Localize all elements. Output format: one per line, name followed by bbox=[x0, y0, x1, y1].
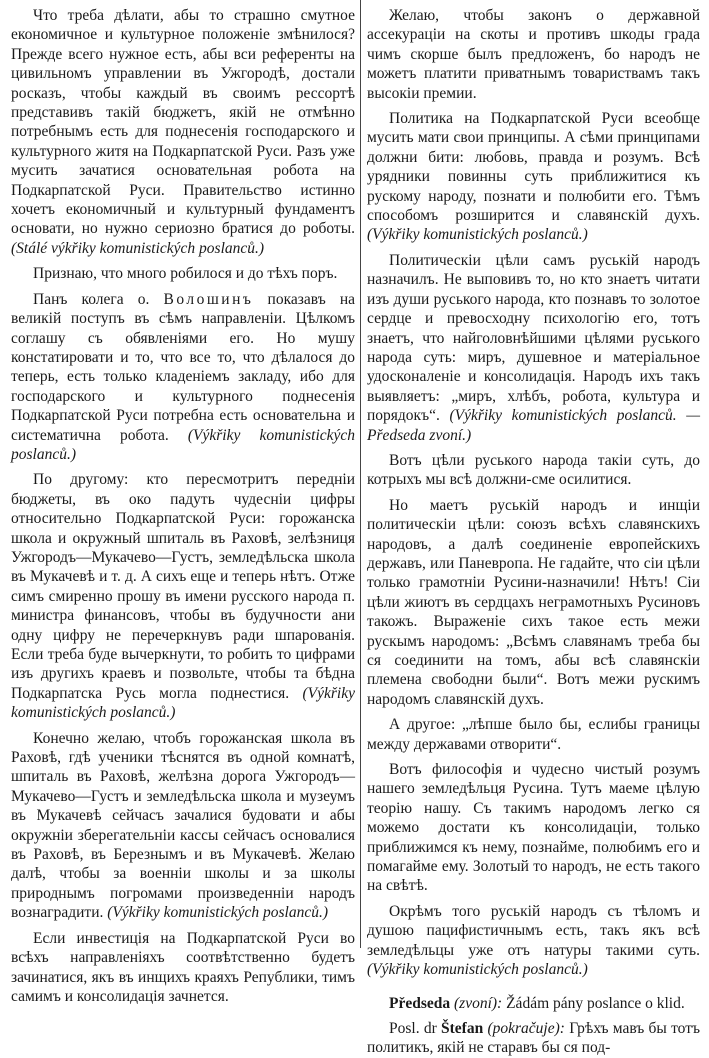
interjection-note: (Výkřiky komunistických poslanců.) bbox=[367, 226, 588, 244]
paragraph-text: Вотъ философія и чудесно чистый розумъ нашего земледѣльця Русина. Тутъ маеме цѣлую теорію нашу. Съ такимъ народомъ легко ся можемо достати къ консолидаціи, только приближимся къ нему, познайме, полюбимъ его и помагайме ему. Золотый то народъ, не есть такого на свѣтѣ. bbox=[367, 761, 700, 895]
paragraph bbox=[367, 451, 700, 490]
paragraph-text: А другое: „лѣпше было бы, еслибы границы между державами отворити“. bbox=[367, 716, 700, 753]
speaker-paragraph bbox=[367, 994, 700, 1013]
paragraph-text: Желаю, чтобы законъ о державной ассекураціи на скоты и противъ шкоды града чимъ скорше былъ предложенъ, бо народъ не можетъ платити приватнымъ товариствамъ такъ высокіи премии. bbox=[367, 7, 700, 102]
interjection-note: (Výkřiky komunistických poslanců.) bbox=[11, 426, 356, 463]
paragraph bbox=[11, 6, 355, 258]
speaker-name: Štefan bbox=[441, 1019, 484, 1037]
paragraph bbox=[367, 496, 700, 709]
paragraph-text: По другому: кто пересмотритъ передніи бюджеты, въ око падуть чудесніи цифры относительно Подкарпатской Руси: горожанска школа и окружный шпиталь въ Раховѣ, зелѣзниця Ужгородъ—Мукачево—Густъ, земледѣльска школа въ Мукачевѣ и т. д. А сихъ еще и теперь нѣтъ. Отже симъ смиренно прошу въ имени русского народа п. министра финансовъ, чтобы въ будучности ани одну цифру не перечеркнувъ ради шпарованія. Если треба буде вычеркнути, то робить то цифрами изъ другихъ краевъ и позвольте, чтобы та бѣдна Подкарпатска Русь могла поднестися. bbox=[11, 471, 355, 702]
paragraph-text: Грѣхъ мавъ бы тотъ политикъ, якій не старавъ бы ся под- bbox=[367, 1019, 701, 1057]
paragraph bbox=[367, 251, 700, 445]
paragraph-text: Признаю, что много робилося и до тѣхъ поръ. bbox=[33, 265, 338, 283]
paragraph-text: Но маетъ руській народъ и инщіи политическіи цѣли: союзъ всѣхъ славянскихъ народовъ, а далѣ соединеніе европейскихъ державъ, или Паневропа. Не гадайте, что сіи цѣли только грамотніи Русини-назначили! Нѣтъ! Сіи цѣли жиютъ въ сердцахъ неграмотныхъ Русиновъ такожъ. Выраженіе сихъ такое есть межи рускымъ народомъ: „Всѣмъ славянамъ треба бы ся соединити на томъ, абы всѣ славянскіи племена свободни были“. Вотъ межи рускимъ народомъ славянскій духъ. bbox=[367, 496, 700, 708]
paragraph bbox=[367, 760, 700, 896]
column-divider bbox=[360, 0, 361, 948]
paragraph-text: Žádám pány poslance o klid. bbox=[502, 994, 685, 1012]
interjection-note: (Stálé výkřiky komunistických poslanců.) bbox=[11, 239, 265, 257]
right-column bbox=[367, 6, 701, 1057]
paragraph bbox=[367, 6, 700, 103]
paragraph-text: Если инвестиція на Подкарпатской Руси во всѣхъ направленіяхъ соотвѣтственно будетъ зачинатися, якъ въ инщихъ краяхъ Републики, тимъ самимъ и консолидація зачнется. bbox=[11, 929, 355, 1005]
interjection-note: (Výkřiky komunistických poslanců. — Předseda zvoní.) bbox=[367, 407, 701, 444]
paragraph-text: Конечно желаю, чтобъ горожанская школа въ Раховѣ, гдѣ ученики тѣснятся въ одной комнатѣ, шпиталь въ Раховѣ, желѣзна дорога Ужгородъ—Мукачево—Густъ и земледѣльска школа и музеумъ въ Мукачевѣ сейчасъ зачалися будовати и абы окружніи зберегательніи кассы сейчасъ основалися въ Раховѣ, въ Березнымъ и въ Мукачевѣ. Желаю далѣ, чтобы за военніи школы и за школы природнымъ погромами произведенніи народъ вознаградити. bbox=[11, 729, 355, 922]
paragraph bbox=[11, 290, 355, 465]
speaker-paragraph bbox=[367, 1019, 700, 1058]
paragraph bbox=[367, 109, 700, 245]
paragraph-text: Что треба дѣлати, абы то страшно смутное економичное и культурное положеніе змѣнилося? Прежде всего нужное есть, абы вси референты на цивильномъ управлении въ Ужгородѣ, достали росказъ, чтобы каждый въ своимъ рессортѣ представивъ такій бюджетъ, якій не отмѣнно потребнымъ есть для поднесенія господарского и культурного житя на Подкарпатской Руси. Разъ уже мусить зачатися основательная робота на Подкарпатской Руси. Правительство истинно хочетъ економичный и культурный фундаментъ основати, но нужно сериозно братися до роботы. bbox=[11, 7, 355, 238]
interjection-note: (Výkřiky komunistických poslanců.) bbox=[367, 961, 588, 979]
paragraph-text: Политика на Подкарпатской Руси всеобще мусить мати свои принципы. А сѣми принципами должни бити: любовь, правда и розумъ. Всѣ урядники повинны суть приближитися къ рускому народу, познати и полюбити его. Тѣмъ способомъ розширится и славянскій духъ. bbox=[367, 110, 700, 225]
speaker-prefix: Posl. dr bbox=[389, 1019, 441, 1037]
paragraph-text: Панъ колега о. bbox=[33, 290, 164, 308]
speaker-note: (zvoní): bbox=[454, 994, 503, 1012]
paragraph bbox=[11, 929, 355, 1007]
speaker-name: Волошинъ bbox=[163, 290, 254, 308]
speaker-note: (pokračuje): bbox=[487, 1019, 565, 1037]
interjection-note: (Výkřiky komunistických poslanců.) bbox=[11, 684, 356, 722]
interjection-note: (Výkřiky komunistických poslanců.) bbox=[107, 904, 329, 922]
speaker-name: Předseda bbox=[389, 994, 451, 1012]
paragraph-text: Политическіи цѣли самъ руській народъ назначилъ. Не выповивъ то, но кто знаетъ читати изъ души руського народа, кто познавъ то золотое сердце и превосходну психологію его, тотъ знаетъ, что найголовнѣйшими цѣлями руського народа суть: миръ, душевное и матеріальное удосконаленіе и консолидація. Народъ ихъ такъ выявляетъ: „миръ, хлѣбъ, робота, культура и порядокъ“. bbox=[367, 251, 700, 425]
paragraph bbox=[11, 729, 355, 923]
paragraph bbox=[367, 902, 700, 980]
paragraph bbox=[11, 470, 355, 722]
paragraph-text: Вотъ цѣли руського народа такіи суть, до котрыхъ мы всѣ должни-сме осилитися. bbox=[367, 451, 700, 489]
paragraph bbox=[367, 715, 700, 754]
left-column bbox=[11, 6, 356, 1005]
paragraph bbox=[11, 264, 355, 283]
paragraph-text: Окрѣмъ того руській народъ съ тѣломъ и душою пацифистичнымъ есть, такъ якъ всѣ земледѣльцы уже отъ натуры такими суть. bbox=[367, 902, 700, 959]
paragraph-text: показавъ на великій поступъ въ сѣмъ направленіи. Цѣлкомъ соглашу съ обявленіями его. Но мушу констатировати и то, что все то, что дѣлалося до теперь, есть только кладеніемъ закладу, ибо для господарского и культурного поднесенія Подкарпатской Руси потребна есть основательна и систематична робота. bbox=[11, 290, 355, 444]
